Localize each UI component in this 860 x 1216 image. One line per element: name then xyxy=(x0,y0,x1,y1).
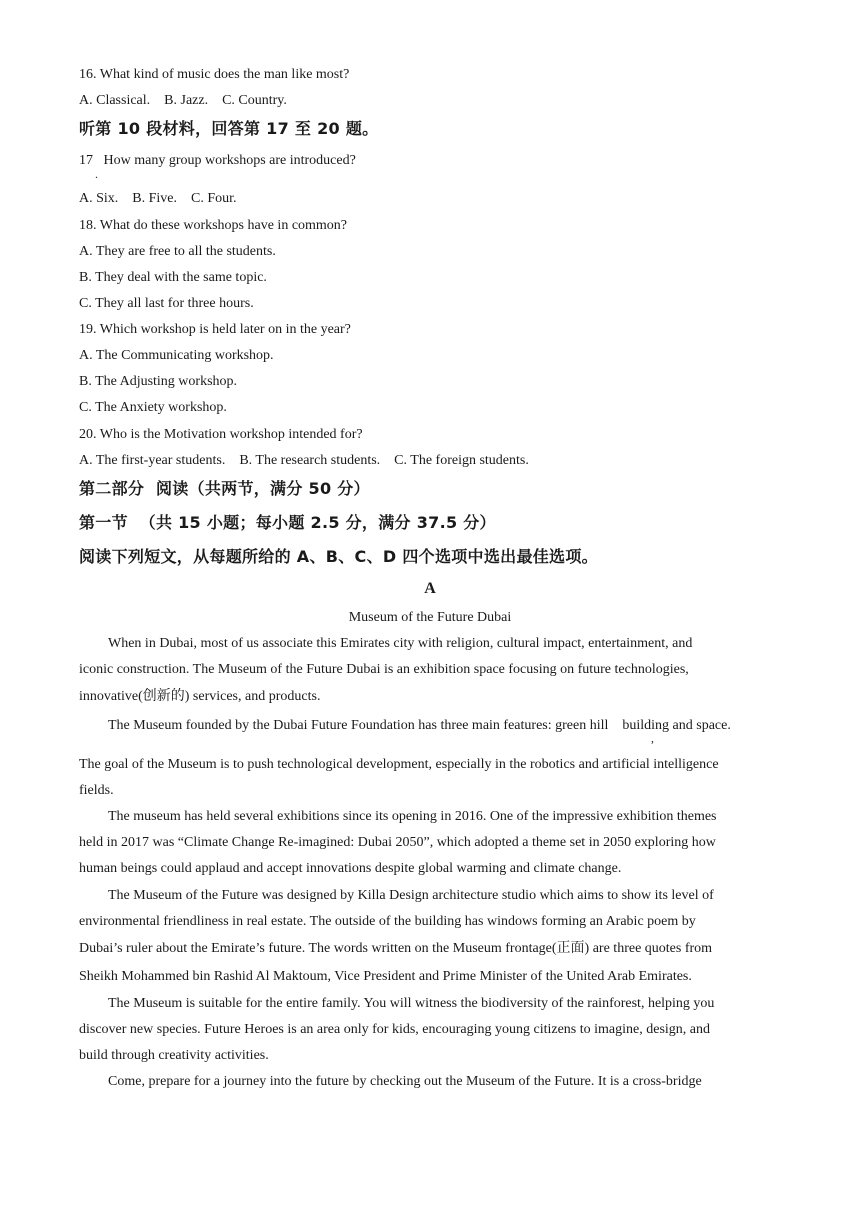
question-16: 16. What kind of music does the man like most? xyxy=(79,67,350,82)
passage-line: When in Dubai, most of us associate this Emirates city with religion, cultural impact, entertainment, and xyxy=(108,636,693,651)
listening-section-10-heading: 听第 10 段材料，回答第 17 至 20 题。 xyxy=(79,119,379,138)
passage-line: environmental friendliness in real estate. The outside of the building has windows forming an Arabic poem by xyxy=(79,914,696,929)
question-19-option-b: B. The Adjusting workshop. xyxy=(79,374,238,389)
passage-line: human beings could applaud and accept innovations despite global warming and climate change. xyxy=(79,861,622,876)
passage-line: Dubai’s ruler about the Emirate’s future. The words written on the Museum frontage(正面) are three quotes from xyxy=(79,941,713,956)
question-18-option-b: B. They deal with the same topic. xyxy=(79,270,267,285)
question-19-option-c: C. The Anxiety workshop. xyxy=(79,400,227,415)
passage-line: fields. xyxy=(79,783,114,798)
passage-title: Museum of the Future Dubai xyxy=(348,610,512,625)
stray-dot-mark: . xyxy=(95,167,98,181)
question-17-options: A. Six. B. Five. C. Four. xyxy=(79,191,237,206)
passage-line: The Museum of the Future was designed by Killa Design architecture studio which aims to show its level of xyxy=(108,888,714,903)
reading-instruction: 阅读下列短文，从每题所给的 A、B、C、D 四个选项中选出最佳选项。 xyxy=(79,547,598,566)
stray-comma-mark: , xyxy=(651,731,654,745)
question-17: 17 How many group workshops are introduced? xyxy=(79,153,356,168)
passage-letter: A xyxy=(424,580,436,597)
question-18-option-c: C. They all last for three hours. xyxy=(79,296,254,311)
reading-section-heading: 第一节 （共 15 小题；每小题 2.5 分，满分 37.5 分） xyxy=(79,513,496,532)
passage-line: build through creativity activities. xyxy=(79,1048,269,1063)
passage-line: The Museum is suitable for the entire family. You will witness the biodiversity of the rainforest, helping you xyxy=(108,996,715,1011)
passage-line: Come, prepare for a journey into the future by checking out the Museum of the Future. It is a cross-bridge xyxy=(108,1074,702,1089)
passage-line: iconic construction. The Museum of the Future Dubai is an exhibition space focusing on future technologies, xyxy=(79,662,689,677)
passage-line: innovative(创新的) services, and products. xyxy=(79,689,321,704)
question-19: 19. Which workshop is held later on in the year? xyxy=(79,322,351,337)
question-20-options: A. The first-year students. B. The research students. C. The foreign students. xyxy=(79,453,529,468)
passage-line: held in 2017 was “Climate Change Re-imagined: Dubai 2050”, which adopted a theme set in 2050 exploring how xyxy=(79,835,716,850)
question-20: 20. Who is the Motivation workshop intended for? xyxy=(79,427,363,442)
question-18: 18. What do these workshops have in common? xyxy=(79,218,348,233)
passage-line: discover new species. Future Heroes is an area only for kids, encouraging young citizens to imagine, design, and xyxy=(79,1022,710,1037)
question-18-option-a: A. They are free to all the students. xyxy=(79,244,276,259)
passage-line: Sheikh Mohammed bin Rashid Al Maktoum, Vice President and Prime Minister of the United Arab Emirates. xyxy=(79,969,692,984)
reading-part-heading: 第二部分 阅读（共两节，满分 50 分） xyxy=(79,479,370,498)
passage-line: The museum has held several exhibitions since its opening in 2016. One of the impressive exhibition themes xyxy=(108,809,717,824)
passage-line: The goal of the Museum is to push technological development, especially in the robotics and artificial intelligence xyxy=(79,757,719,772)
question-16-options: A. Classical. B. Jazz. C. Country. xyxy=(79,93,287,108)
passage-line: The Museum founded by the Dubai Future Foundation has three main features: green hill building and space. xyxy=(108,718,731,733)
question-19-option-a: A. The Communicating workshop. xyxy=(79,348,274,363)
